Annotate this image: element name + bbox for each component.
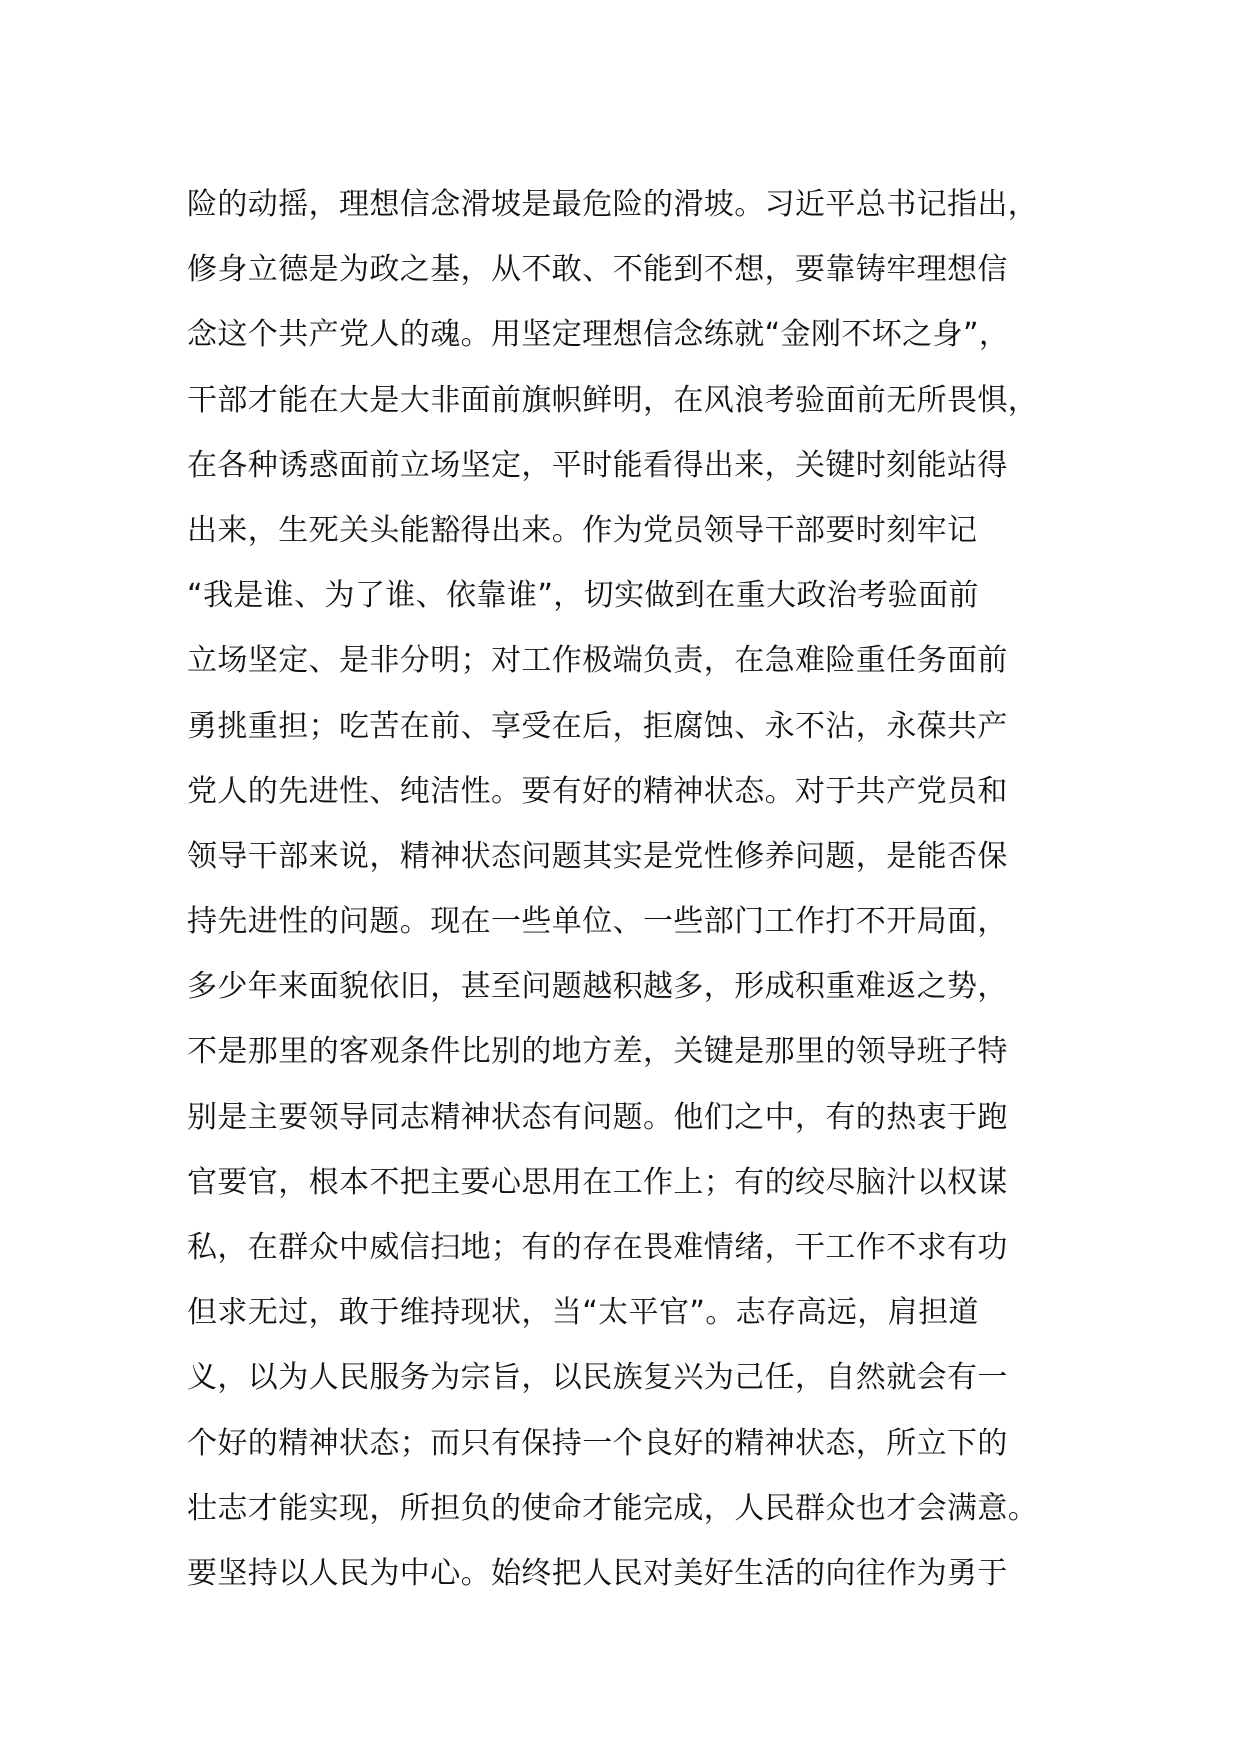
text-line-10: 党人的先进性、纯洁性。要有好的精神状态。对于共产党员和 bbox=[187, 773, 1008, 809]
text-line-17: 私，在群众中威信扫地；有的存在畏难情绪，干工作不求有功 bbox=[187, 1230, 1008, 1265]
text-line-1: 险的动摇，理想信念滑坡是最危险的滑坡。习近平总书记指出， bbox=[187, 187, 1039, 222]
text-line-2: 修身立德是为政之基，从不敢、不能到不想，要靠铸牢理想信 bbox=[187, 252, 1008, 288]
body-paragraph bbox=[187, 172, 1087, 1606]
text-line-11: 领导干部来说，精神状态问题其实是党性修养问题，是能否保 bbox=[187, 838, 1008, 874]
text-line-18: 但求无过，敢于维持现状，当“太平官”。志存高远，肩担道 bbox=[187, 1295, 979, 1331]
text-line-4: 干部才能在大是大非面前旗帜鲜明，在风浪考验面前无所畏惧， bbox=[187, 382, 1039, 418]
text-line-20: 个好的精神状态；而只有保持一个良好的精神状态，所立下的 bbox=[187, 1425, 1008, 1461]
text-line-19: 义，以为人民服务为宗旨，以民族复兴为己任，自然就会有一 bbox=[187, 1360, 1008, 1396]
text-line-3: 念这个共产党人的魂。用坚定理想信念练就“金刚不坏之身”， bbox=[187, 317, 1010, 353]
text-line-13: 多少年来面貌依旧，甚至问题越积越多，形成积重难返之势， bbox=[187, 969, 1008, 1005]
text-line-6: 出来，生死关头能豁得出来。作为党员领导干部要时刻牢记 bbox=[187, 512, 978, 548]
text-line-7: “我是谁、为了谁、依靠谁”，切实做到在重大政治考验面前 bbox=[187, 578, 979, 614]
text-line-15: 别是主要领导同志精神状态有问题。他们之中，有的热衷于跑 bbox=[187, 1099, 1008, 1135]
text-line-22: 要坚持以人民为中心。始终把人民对美好生活的向往作为勇于 bbox=[187, 1555, 1008, 1591]
text-line-14: 不是那里的客观条件比别的地方差，关键是那里的领导班子特 bbox=[187, 1034, 1008, 1070]
text-line-21: 壮志才能实现，所担负的使命才能完成，人民群众也才会满意。 bbox=[187, 1490, 1039, 1526]
text-line-9: 勇挑重担；吃苦在前、享受在后，拒腐蚀、永不沾，永葆共产 bbox=[187, 708, 1008, 744]
text-line-5: 在各种诱惑面前立场坚定，平时能看得出来，关键时刻能站得 bbox=[187, 447, 1008, 483]
text-line-12: 持先进性的问题。现在一些单位、一些部门工作打不开局面， bbox=[187, 904, 1008, 940]
text-line-8: 立场坚定、是非分明；对工作极端负责，在急难险重任务面前 bbox=[187, 643, 1008, 679]
text-line-16: 官要官，根本不把主要心思用在工作上；有的绞尽脑汁以权谋 bbox=[187, 1164, 1008, 1200]
